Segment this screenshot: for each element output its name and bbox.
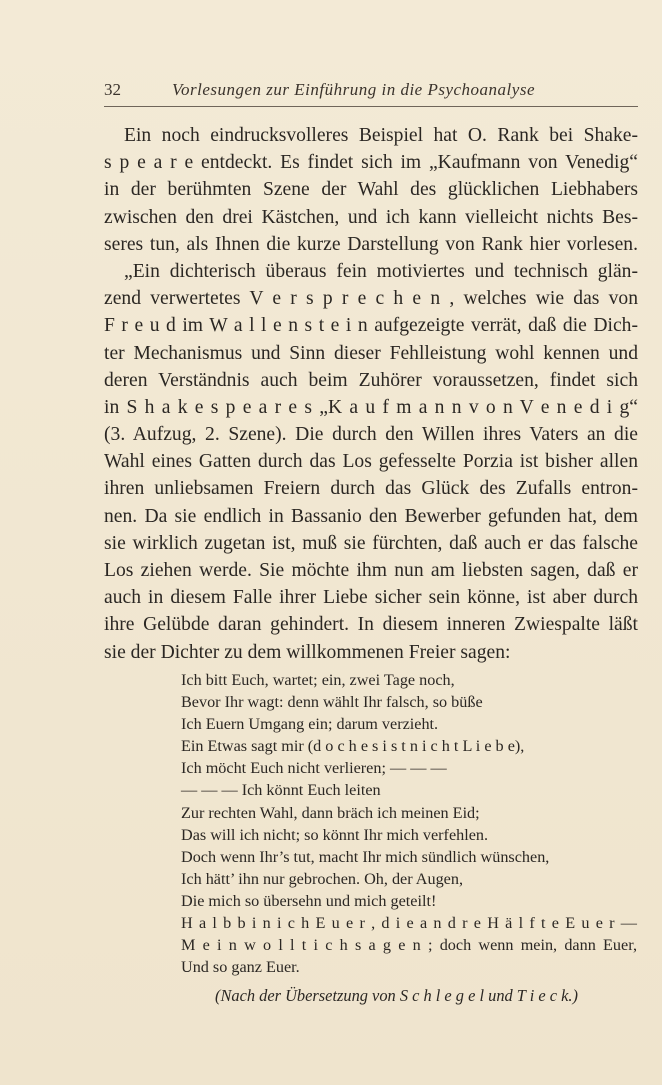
page-number: 32 (104, 80, 121, 99)
text-line: s p e a r e entdeckt. Es findet sich im „Kaufmann von Venedig“ (104, 152, 638, 174)
text-line: in S h a k e s p e a r e s „K a u f m a n n v o n V e n e d i g“ (104, 396, 638, 418)
verse-line: Ich hätt’ ihn nur gebrochen. Oh, der Augen, (181, 869, 463, 888)
text-line: Ein noch eindrucksvolleres Beispiel hat O. Rank bei Shake- (124, 125, 638, 146)
text-line: sie der Dichter zu dem willkommenen Freier sagen: (104, 641, 511, 663)
verse-line: H a l b b i n i c h E u e r , d i e a n d r e H ä l f t e E u e r — (181, 914, 637, 933)
text-line: sie wirklich zugetan ist, muß sie fürchten, daß auch er das falsche (104, 532, 638, 554)
text-line: zend verwertetes V e r s p r e c h e n , welches wie das von (104, 288, 638, 310)
verse-line: Und so ganz Euer. (181, 958, 300, 977)
text-line: seres tun, als Ihnen die kurze Darstellung von Rank hier vorlesen. (104, 233, 638, 255)
text-line: Wahl eines Gatten durch das Los gefesselte Porzia ist bisher allen (104, 451, 638, 473)
attribution: (Nach der Übersetzung von S c h l e g e l und T i e c k.) (215, 986, 578, 1005)
text-line: auch in diesem Falle ihrer Liebe sicher sein könne, ist aber durch (104, 587, 638, 609)
text-line: „Ein dichterisch überaus fein motiviertes und technisch glän- (124, 260, 638, 282)
verse-line: Doch wenn Ihr’s tut, macht Ihr mich sündlich wünschen, (181, 847, 550, 866)
verse-line: Ein Etwas sagt mir (d o c h e s i s t n i c h t L i e b e), (181, 737, 525, 756)
verse-quote (181, 669, 641, 978)
text-line: nen. Da sie endlich in Bassanio den Bewerber gefunden hat, dem (104, 505, 638, 527)
text-line: ter Mechanismus und Sinn dieser Fehlleistung wohl kennen und (104, 342, 638, 364)
paragraph-2 (104, 258, 638, 666)
text-line: ihren unliebsamen Freiern durch das Glück des Zufalls entron- (104, 478, 638, 500)
verse-line: Die mich so übersehn und mich geteilt! (181, 891, 437, 910)
verse-line: — — — Ich könnt Euch leiten (181, 781, 381, 800)
text-line: zwischen den drei Kästchen, und ich kann vielleicht nichts Bes- (104, 206, 638, 228)
header-rule (104, 106, 638, 107)
verse-line: Das will ich nicht; so könnt Ihr mich verfehlen. (181, 825, 489, 844)
text-line: (3. Aufzug, 2. Szene). Die durch den Willen ihres Vaters an die (104, 424, 638, 446)
text-line: Los ziehen werde. Sie möchte ihm nun am liebsten sagen, daß er (104, 560, 638, 581)
page-header (104, 78, 638, 104)
verse-line: Ich bitt Euch, wartet; ein, zwei Tage noch, (181, 671, 455, 689)
verse-line: M e i n w o l l t i c h s a g e n ; doch wenn mein, dann Euer, (181, 936, 637, 955)
verse-line: Zur rechten Wahl, dann bräch ich meinen Eid; (181, 803, 480, 822)
text-line: deren Verständnis auch beim Zuhörer voraussetzen, findet sich (104, 369, 638, 391)
verse-line: Ich möcht Euch nicht verlieren; — — — (181, 759, 447, 778)
text-line: ihre Gelübde daran gehindert. In diesem inneren Zwiespalte läßt (104, 614, 638, 636)
paragraph-1 (104, 122, 638, 258)
verse-line: Ich Euern Umgang ein; darum verzieht. (181, 715, 439, 734)
running-head: Vorlesungen zur Einführung in die Psychoanalyse (172, 80, 535, 99)
verse-line: Bevor Ihr wagt: denn wählt Ihr falsch, so büße (181, 693, 483, 712)
body-text (104, 122, 638, 666)
text-line: F r e u d im W a l l e n s t e i n aufgezeigte verrät, daß die Dich- (104, 315, 638, 337)
text-line: in der berühmten Szene der Wahl des glücklichen Liebhabers (104, 179, 638, 201)
